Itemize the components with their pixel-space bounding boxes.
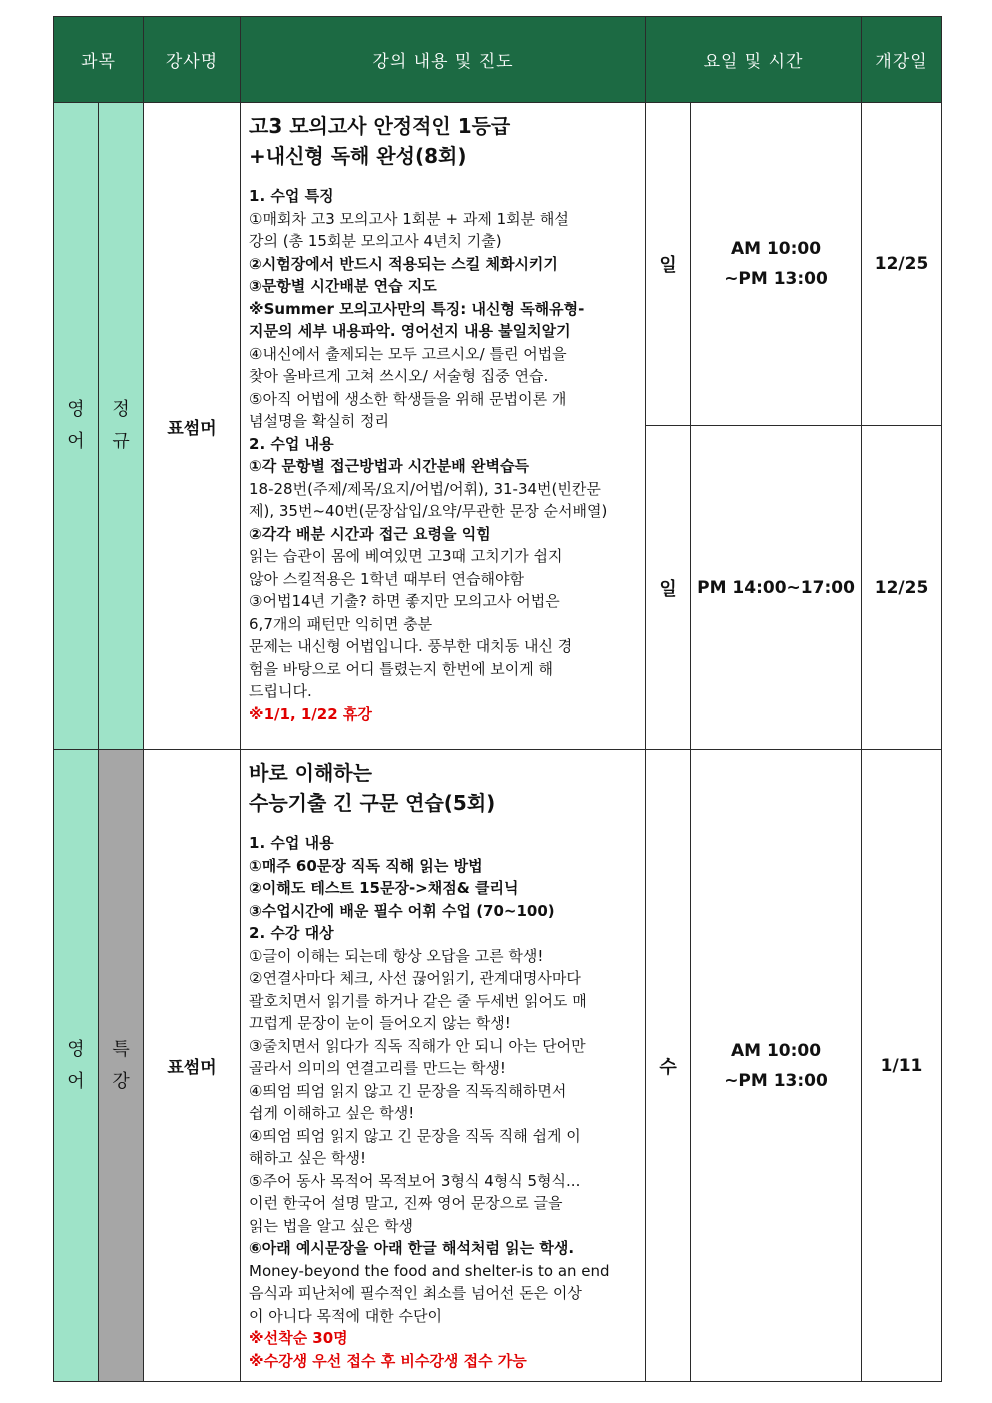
course-content bbox=[241, 103, 646, 750]
course-type-cell bbox=[99, 750, 144, 1382]
header-subject: 과목 bbox=[54, 17, 144, 103]
course-type-char: 규 bbox=[112, 431, 130, 452]
course-description bbox=[249, 832, 639, 1327]
description-line: ②시험장에서 반드시 적용되는 스킬 체화시키기 bbox=[249, 254, 558, 273]
description-line: 험을 바탕으로 어디 틀렸는지 한번에 보이게 해 bbox=[249, 659, 553, 678]
slot-day: 일 bbox=[646, 426, 691, 750]
slot-day: 수 bbox=[646, 750, 691, 1382]
course-note: ※수강생 우선 접수 후 비수강생 접수 가능 bbox=[249, 1351, 527, 1370]
description-line: 쉽게 이해하고 싶은 학생! bbox=[249, 1104, 415, 1122]
course-type-cell bbox=[99, 103, 144, 750]
course-row-regular bbox=[54, 103, 942, 426]
description-line: 2. 수업 내용 bbox=[249, 434, 334, 453]
description-line: 제), 35번~40번(문장삽입/요약/무관한 문장 순서배열) bbox=[249, 502, 608, 520]
description-line: ③줄치면서 읽다가 직독 직해가 안 되니 아는 단어만 bbox=[249, 1036, 586, 1055]
description-line: ②이해도 테스트 15문장->채점& 클리닉 bbox=[249, 879, 519, 897]
description-line: 읽는 습관이 몸에 베여있면 고3때 고치기가 쉽지 bbox=[249, 547, 563, 565]
course-content bbox=[241, 750, 646, 1382]
description-line: 강의 (총 15회분 모의고사 4년치 기출) bbox=[249, 232, 502, 250]
description-line: 찾아 올바르게 고쳐 쓰시오/ 서술형 집중 연습. bbox=[249, 367, 549, 385]
description-line: ①각 문항별 접근방법과 시간분배 완벽습득 bbox=[249, 457, 529, 475]
slot-time bbox=[691, 750, 862, 1382]
description-line: 괄호치면서 읽기를 하거나 같은 줄 두세번 읽어도 매 bbox=[249, 991, 587, 1010]
description-line: 해하고 싶은 학생! bbox=[249, 1149, 366, 1167]
subject-char: 어 bbox=[67, 1070, 85, 1092]
description-line: ③문항별 시간배분 연습 지도 bbox=[249, 277, 437, 295]
description-line: ②각각 배분 시간과 접근 요령을 익힘 bbox=[249, 524, 491, 543]
subject-char: 영 bbox=[67, 399, 85, 420]
slot-open-date: 1/11 bbox=[862, 750, 942, 1382]
course-type-char: 강 bbox=[112, 1070, 130, 1092]
description-line: ①매회차 고3 모의고사 1회분 + 과제 1회분 해설 bbox=[249, 209, 569, 228]
description-line: ③수업시간에 배운 필수 어휘 수업 (70~100) bbox=[249, 901, 555, 920]
description-line: ③어법14년 기출? 하면 좋지만 모의고사 어법은 bbox=[249, 592, 560, 610]
course-row-special bbox=[54, 750, 942, 1382]
description-line: 1. 수업 내용 bbox=[249, 834, 334, 852]
description-line: 이런 한국어 설명 말고, 진짜 영어 문장으로 글을 bbox=[249, 1194, 563, 1212]
slot-day: 일 bbox=[646, 103, 691, 426]
description-line: 1. 수업 특징 bbox=[249, 187, 334, 205]
header-row bbox=[54, 17, 942, 103]
teacher-name: 표썸머 bbox=[144, 103, 241, 750]
description-line: 골라서 의미의 연결고리를 만드는 학생! bbox=[249, 1059, 506, 1077]
description-line: 문제는 내신형 어법입니다. 풍부한 대치동 내신 경 bbox=[249, 637, 573, 655]
description-line: 념설명을 확실히 정리 bbox=[249, 412, 389, 430]
description-line: Money-beyond the food and shelter-is to an end bbox=[249, 1261, 610, 1280]
subject-char: 영 bbox=[67, 1038, 85, 1060]
course-title-line: 수능기출 긴 구문 연습(5회) bbox=[249, 791, 496, 815]
description-line: ①매주 60문장 직독 직해 읽는 방법 bbox=[249, 856, 483, 875]
schedule-table bbox=[53, 16, 942, 1382]
description-line: ④내신에서 출제되는 모두 고르시오/ 틀린 어법을 bbox=[249, 344, 567, 363]
description-line: 지문의 세부 내용파악. 영어선지 내용 불일치알기 bbox=[249, 322, 571, 340]
slot-time: PM 14:00~17:00 bbox=[691, 426, 862, 750]
description-line: 2. 수강 대상 bbox=[249, 924, 334, 942]
description-line: ⑤아직 어법에 생소한 학생들을 위해 문법이론 개 bbox=[249, 389, 567, 408]
slot-open-date: 12/25 bbox=[862, 103, 942, 426]
course-note: ※1/1, 1/22 휴강 bbox=[249, 704, 372, 723]
header-open-date: 개강일 bbox=[862, 17, 942, 103]
slot-time-end: ~PM 13:00 bbox=[724, 1070, 828, 1091]
description-line: 6,7개의 패턴만 익히면 충분 bbox=[249, 614, 433, 633]
description-line: ④띄엄 띄엄 읽지 않고 긴 문장을 직독직해하면서 bbox=[249, 1081, 567, 1100]
course-title bbox=[249, 758, 639, 818]
course-note: ※선착순 30명 bbox=[249, 1329, 348, 1347]
description-line: 음식과 피난처에 필수적인 최소를 넘어선 돈은 이상 bbox=[249, 1284, 582, 1302]
description-line: 이 아니다 목적에 대한 수단이 bbox=[249, 1306, 442, 1325]
description-line: ⑤주어 동사 목적어 목적보어 3형식 4형식 5형식... bbox=[249, 1171, 581, 1190]
slot-open-date: 12/25 bbox=[862, 426, 942, 750]
description-line: 18-28번(주제/제목/요지/어법/어휘), 31-34번(빈칸문 bbox=[249, 479, 601, 498]
description-line: ①글이 이해는 되는데 항상 오답을 고른 학생! bbox=[249, 946, 544, 965]
header-teacher: 강사명 bbox=[144, 17, 241, 103]
subject-cell bbox=[54, 750, 99, 1382]
description-line: ⑥아래 예시문장을 아래 한글 해석처럼 읽는 학생. bbox=[249, 1239, 575, 1257]
course-type-char: 정 bbox=[112, 399, 130, 420]
slot-time-end: ~PM 13:00 bbox=[724, 269, 828, 289]
course-title-line: +내신형 독해 완성(8회) bbox=[249, 144, 467, 168]
description-line: 읽는 법을 알고 싶은 학생 bbox=[249, 1216, 413, 1235]
slot-time-start: AM 10:00 bbox=[730, 1040, 822, 1061]
course-title bbox=[249, 111, 639, 171]
course-description bbox=[249, 185, 639, 703]
teacher-name: 표썸머 bbox=[144, 750, 241, 1382]
description-line: 않아 스킬적용은 1학년 때부터 연습해야함 bbox=[249, 569, 524, 588]
subject-char: 어 bbox=[67, 431, 85, 452]
course-type-char: 특 bbox=[112, 1038, 130, 1060]
course-title-line: 바로 이해하는 bbox=[249, 761, 372, 785]
header-schedule: 요일 및 시간 bbox=[646, 17, 862, 103]
slot-time bbox=[691, 103, 862, 426]
description-line: 드립니다. bbox=[249, 682, 312, 700]
description-line: 끄럽게 문장이 눈이 들어오지 않는 학생! bbox=[249, 1014, 511, 1032]
description-line: ②연결사마다 체크, 사선 끊어읽기, 관계대명사마다 bbox=[249, 969, 581, 987]
header-content: 강의 내용 및 진도 bbox=[241, 17, 646, 103]
subject-cell bbox=[54, 103, 99, 750]
slot-time-start: AM 10:00 bbox=[730, 239, 822, 259]
course-title-line: 고3 모의고사 안정적인 1등급 bbox=[249, 114, 511, 138]
description-line: ※Summer 모의고사만의 특징: 내신형 독해유형- bbox=[249, 299, 585, 318]
description-line: ④띄엄 띄엄 읽지 않고 긴 문장을 직독 직해 쉽게 이 bbox=[249, 1126, 581, 1145]
